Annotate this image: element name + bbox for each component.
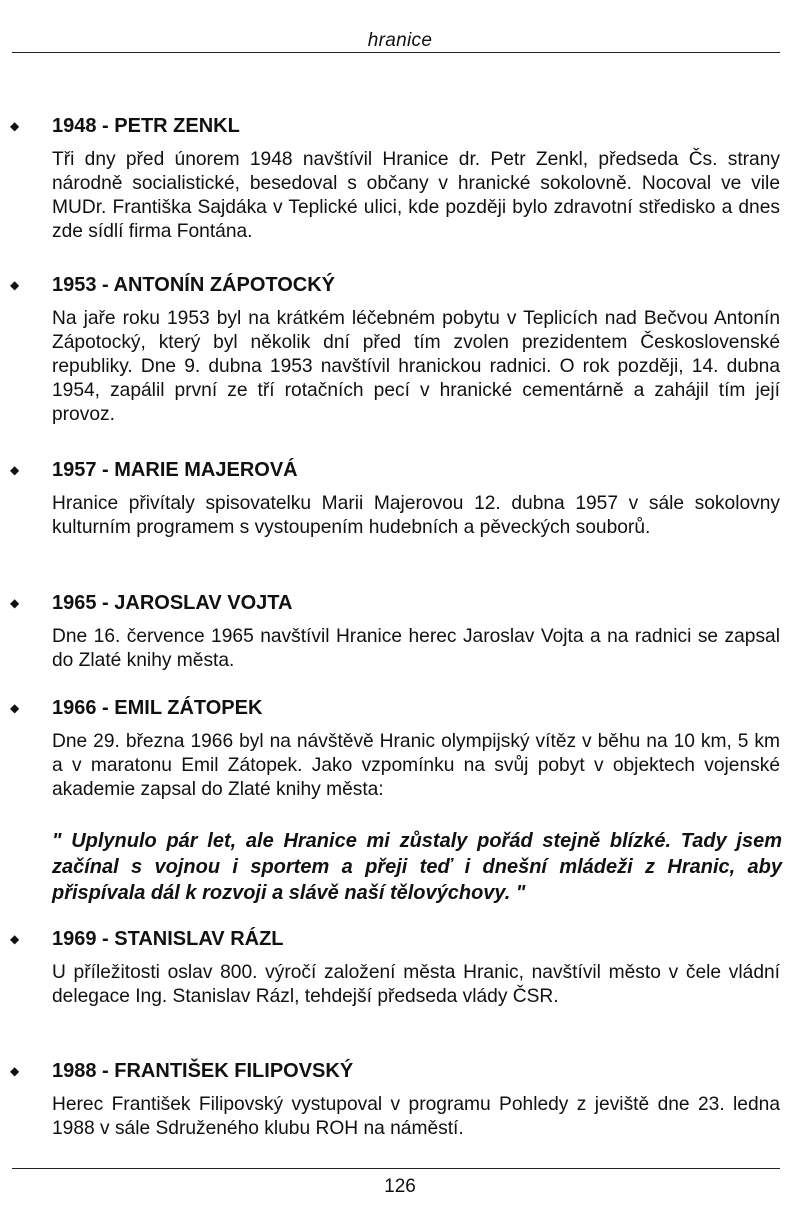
diamond-bullet-icon: ◆: [10, 701, 20, 715]
section-body: Na jaře roku 1953 byl na krátkém léčebném pobytu v Teplicích nad Bečvou Antonín Zápotocký, který byl několik dní před tím zvolen prezidentem Československé republiky. Dne 9. dubna 1953 navštívil hranickou radnici. O rok později, 14. dubna 1954, zapálil první ze tří rotačních pecí v hranické cementárně a zahájil tím její provoz.: [52, 308, 780, 425]
section-body: Tři dny před únorem 1948 navštívil Hranice dr. Petr Zenkl, předseda Čs. strany národně socialistické, besedoval s občany v hranické sokolovně. Nocoval ve vile MUDr. Františka Sajdáka v Teplické ulici, kde později bylo zdravotní středisko a dnes zde sídlí firma Fontána.: [52, 149, 780, 242]
section-1966-zatopek: [0, 694, 800, 802]
section-heading: 1988 - FRANTIŠEK FILIPOVSKÝ: [52, 1060, 354, 1082]
diamond-bullet-icon: ◆: [10, 463, 20, 477]
section-heading: 1966 - EMIL ZÁTOPEK: [52, 697, 263, 719]
zatopek-quote: " Uplynulo pár let, ale Hranice mi zůstaly pořád stejně blízké. Tady jsem začínal s vojnou i sportem a přeji teď i dnešní mládeži z Hranic, aby přispívala dál k rozvoji a slávě naší tělovýchovy. ": [52, 830, 782, 904]
section-1957-majerova: [0, 456, 800, 540]
section-body: Dne 16. července 1965 navštívil Hranice herec Jaroslav Vojta a na radnici se zapsal do Zlaté knihy města.: [52, 626, 780, 671]
diamond-bullet-icon: ◆: [10, 119, 20, 133]
section-heading: 1965 - JAROSLAV VOJTA: [52, 592, 293, 614]
diamond-bullet-icon: ◆: [10, 932, 20, 946]
diamond-bullet-icon: ◆: [10, 596, 20, 610]
section-1953-zapotocky: [0, 271, 800, 427]
section-heading: 1957 - MARIE MAJEROVÁ: [52, 459, 298, 481]
section-body: Herec František Filipovský vystupoval v programu Pohledy z jeviště dne 23. ledna 1988 v sále Sdruženého klubu ROH na náměstí.: [52, 1094, 780, 1139]
section-body: Dne 29. března 1966 byl na návštěvě Hranic olympijský vítěz v běhu na 10 km, 5 km a v maratonu Emil Zátopek. Jako vzpomínku na svůj pobyt v objektech vojenské akademie zapsal do Zlaté knihy města:: [52, 731, 780, 800]
section-body: Hranice přivítaly spisovatelku Marii Majerovou 12. dubna 1957 v sále sokolovny kulturním programem s vystoupením hudebních a pěveckých souborů.: [52, 493, 780, 538]
diamond-bullet-icon: ◆: [10, 1064, 20, 1078]
section-1948-zenkl: [0, 112, 800, 244]
section-1969-razl: [0, 925, 800, 1009]
section-heading: 1969 - STANISLAV RÁZL: [52, 928, 284, 950]
footer-rule: [12, 1168, 780, 1169]
section-heading: 1948 - PETR ZENKL: [52, 115, 240, 137]
section-heading: 1953 - ANTONÍN ZÁPOTOCKÝ: [52, 274, 336, 296]
section-1988-filipovsky: [0, 1057, 800, 1141]
section-1965-vojta: [0, 589, 800, 673]
section-body: U příležitosti oslav 800. výročí založení města Hranic, navštívil město v čele vládní delegace Ing. Stanislav Rázl, tehdejší předseda vlády ČSR.: [52, 962, 780, 1007]
header-rule: [12, 52, 780, 53]
page-number: 126: [384, 1176, 416, 1197]
diamond-bullet-icon: ◆: [10, 278, 20, 292]
page-header-title: hranice: [367, 30, 433, 51]
